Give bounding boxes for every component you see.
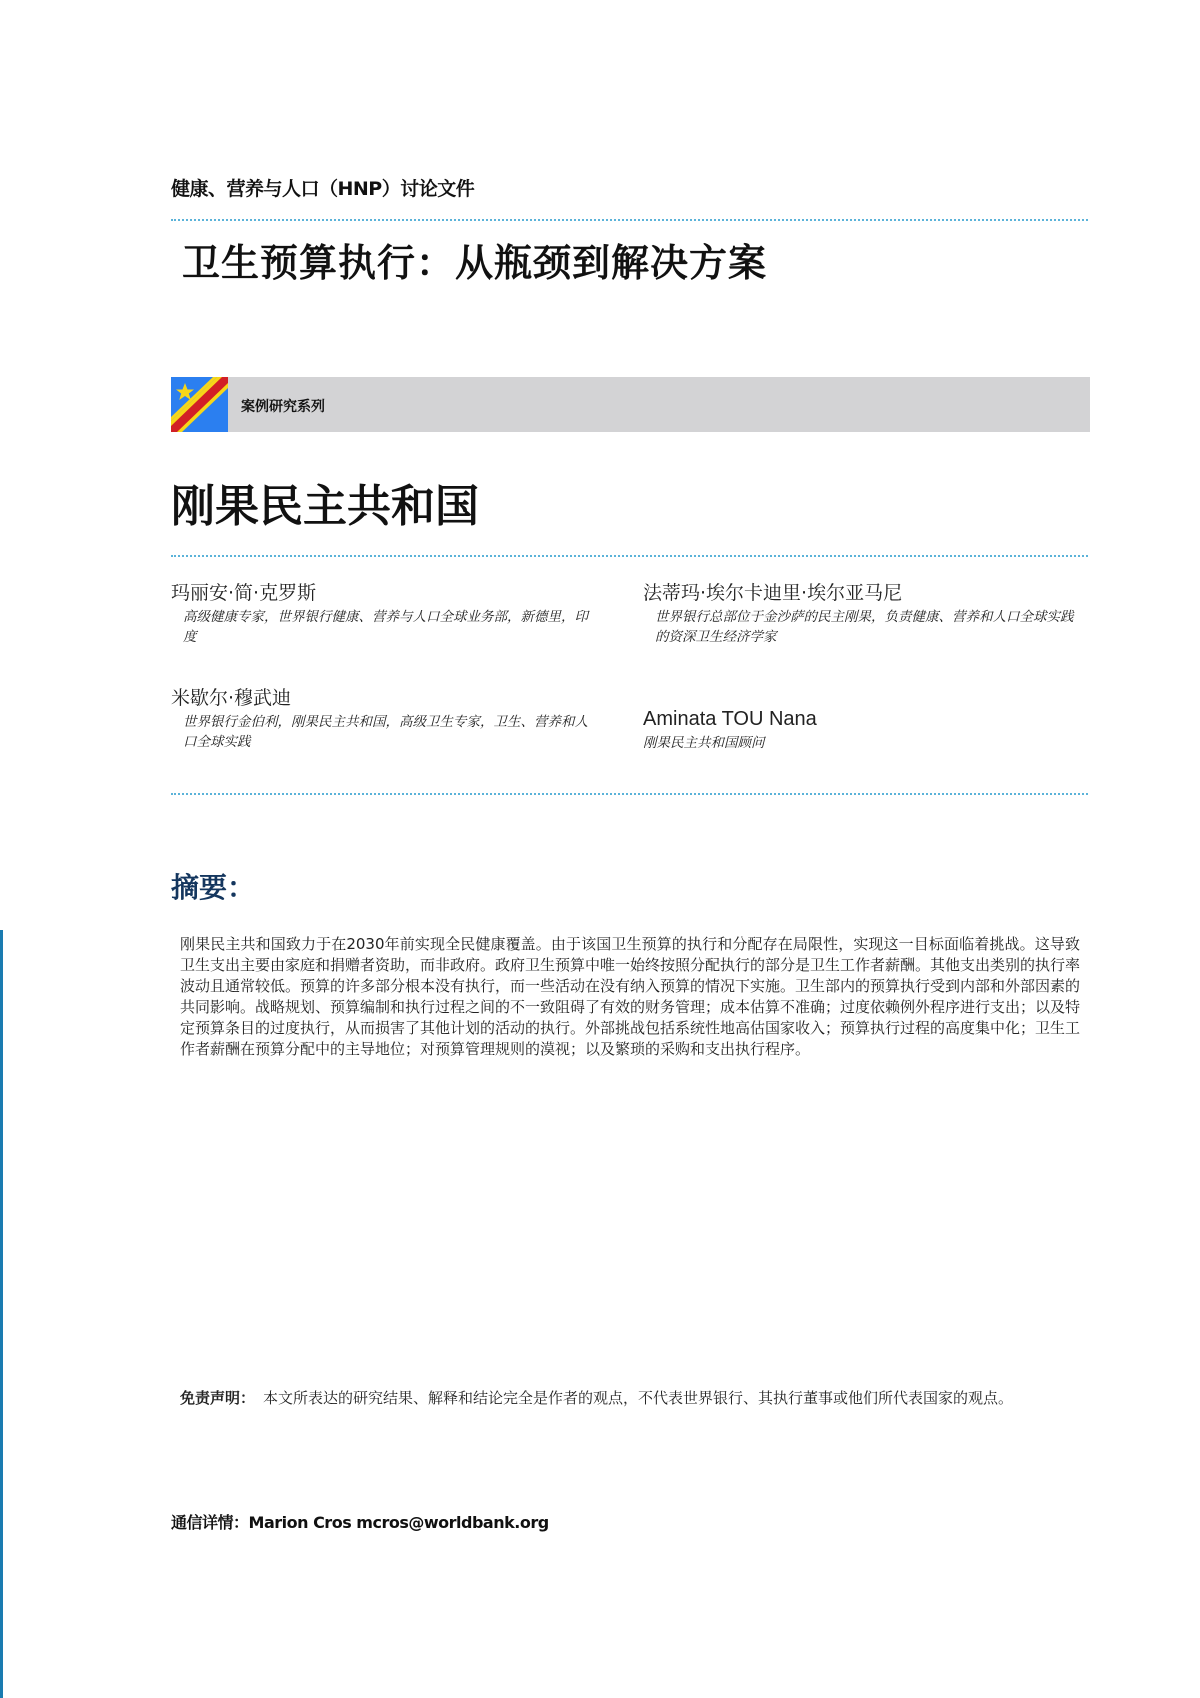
contact-label: 通信详情： <box>171 1513 249 1532</box>
banner-label: 案例研究系列 <box>241 399 325 415</box>
page-title: 卫生预算执行：从瓶颈到解决方案 <box>182 241 768 285</box>
abstract-body: 刚果民主共和国致力于在2030年前实现全民健康覆盖。由于该国卫生预算的执行和分配存在局限性，实现这一目标面临着挑战。这导致卫生支出主要由家庭和捐赠者资助，而非政府。政府卫生预算中唯一始终按照分配执行的部分是卫生工作者薪酬。其他支出类别的执行率波动且通常较低。预算的许多部分根本没有执行，而一些活动在没有纳入预算的情况下实施。卫生部内的预算执行受到内部和外部因素的共同影响。战略规划、预算编制和执行过程之间的不一致阻碍了有效的财务管理；成本估算不准确；过度依赖例外程序进行支出；以及特定预算条目的过度执行，从而损害了其他计划的活动的执行。外部挑战包括系统性地高估国家收入；预算执行过程的高度集中化；卫生工作者薪酬在预算分配中的主导地位；对预算管理规则的漠视；以及繁琐的采购和支出执行程序。 <box>180 935 1081 1058</box>
author-block <box>171 578 601 647</box>
contact-name: Marion Cros <box>248 1513 352 1532</box>
author-affiliation: 世界银行金伯利，刚果民主共和国，高级卫生专家，卫生、营养和人口全球实践 <box>183 714 588 750</box>
disclaimer-text: 本文所表达的研究结果、解释和结论完全是作者的观点，不代表世界银行、其执行董事或他们所代表国家的观点。 <box>263 1389 1014 1407</box>
author-block <box>643 578 1083 647</box>
left-margin-rule <box>0 930 3 1698</box>
disclaimer-label: 免责声明： <box>180 1389 256 1407</box>
author-name: Aminata TOU Nana <box>643 708 817 730</box>
contact-email-link[interactable]: mcros@worldbank.org <box>356 1513 549 1532</box>
divider <box>171 555 1088 557</box>
author-block <box>171 683 601 752</box>
author-affiliation: 世界银行总部位于金沙萨的民主刚果，负责健康、营养和人口全球实践的资深卫生经济学家 <box>655 609 1074 645</box>
author-name: 米歇尔·穆武迪 <box>171 687 292 709</box>
country-title: 刚果民主共和国 <box>171 481 479 532</box>
series-title: 健康、营养与人口（HNP）讨论文件 <box>171 178 475 200</box>
abstract-heading: 摘要： <box>171 871 256 904</box>
drc-flag-icon <box>171 377 228 432</box>
contact-details <box>171 1510 549 1533</box>
author-block <box>643 708 1083 753</box>
case-study-banner <box>171 377 1090 432</box>
divider <box>171 219 1088 221</box>
author-name: 法蒂玛·埃尔卡迪里·埃尔亚马尼 <box>643 582 903 604</box>
author-affiliation: 高级健康专家，世界银行健康、营养与人口全球业务部，新德里，印度 <box>183 609 588 645</box>
divider <box>171 793 1088 795</box>
author-name: 玛丽安·简·克罗斯 <box>171 582 317 604</box>
disclaimer <box>180 1388 1070 1409</box>
author-affiliation: 刚果民主共和国顾问 <box>643 735 765 751</box>
